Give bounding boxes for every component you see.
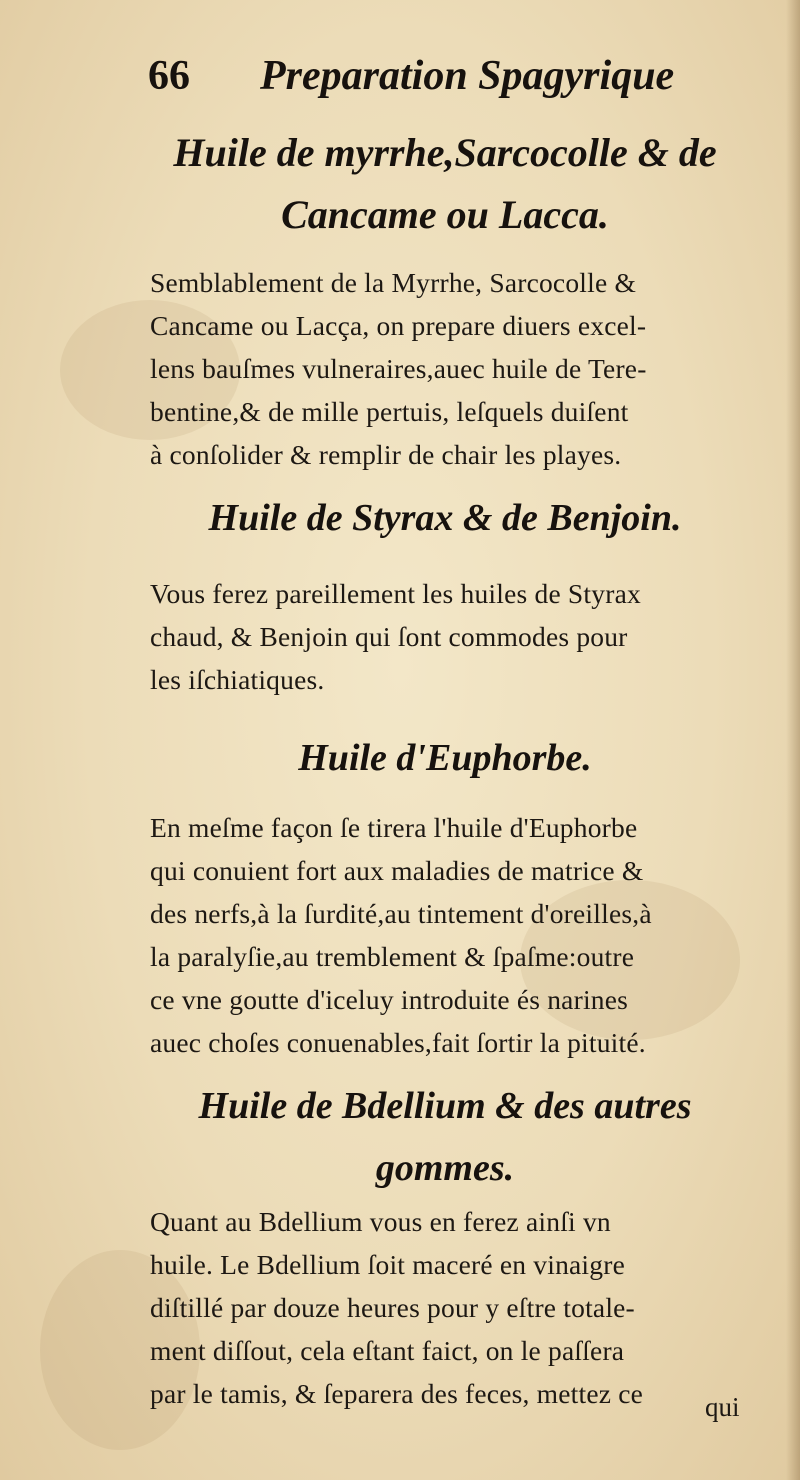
heading-line: Huile de Styrax & de Benjoin.	[208, 497, 682, 539]
section-heading-bdellium	[150, 1075, 740, 1199]
heading-line: gommes.	[375, 1147, 515, 1189]
text-line: Vous ferez pareillement les huiles de Styrax	[150, 578, 641, 609]
text-line: à conſolider & remplir de chair les playes.	[150, 439, 622, 470]
text-line: Semblablement de la Myrrhe, Sarcocolle &	[150, 267, 637, 298]
text-line: des nerfs,à la ſurdité,au tintement d'oreilles,à	[150, 898, 652, 929]
section-heading-myrrhe	[150, 122, 740, 246]
heading-line: Huile de Bdellium & des autres	[198, 1085, 692, 1127]
text-line: qui conuient fort aux maladies de matrice &	[150, 855, 644, 886]
text-line: les iſchiatiques.	[150, 664, 325, 695]
text-line: Quant au Bdellium vous en ferez ainſi vn	[150, 1206, 611, 1237]
page-number: 66	[148, 53, 190, 99]
text-line: En meſme façon ſe tirera l'huile d'Euphorbe	[150, 812, 638, 843]
text-line: auec choſes conuenables,fait ſortir la pituité.	[150, 1027, 646, 1058]
section-heading-euphorbe	[150, 730, 740, 786]
text-line: huile. Le Bdellium ſoit maceré en vinaigre	[150, 1249, 625, 1280]
heading-line: Huile de myrrhe,Sarcocolle & de	[173, 130, 717, 175]
text-line: par le tamis, & ſeparera des feces, mettez ce	[150, 1378, 644, 1409]
running-title: Preparation Spagyrique	[260, 53, 675, 99]
text-line: ment diſſout, cela eſtant faict, on le paſſera	[150, 1335, 625, 1366]
paragraph-styrax	[150, 572, 760, 701]
text-line: chaud, & Benjoin qui ſont commodes pour	[150, 621, 628, 652]
section-heading-styrax	[150, 490, 740, 546]
text-line: diſtillé par douze heures pour y eſtre totale-	[150, 1292, 635, 1323]
heading-line: Huile d'Euphorbe.	[298, 737, 592, 779]
text-line: Cancame ou Lacça, on prepare diuers excel-	[150, 310, 647, 341]
page-edge-shadow	[786, 0, 800, 1480]
text-line: la paralyſie,au tremblement & ſpaſme:outre	[150, 941, 635, 972]
heading-line: Cancame ou Lacca.	[281, 192, 609, 237]
text-line: bentine,& de mille pertuis, leſquels duiſent	[150, 396, 629, 427]
text-line: ce vne goutte d'iceluy introduite és narines	[150, 984, 629, 1015]
paragraph-euphorbe	[150, 806, 760, 1064]
page-header	[148, 46, 708, 106]
text-line: lens bauſmes vulneraires,auec huile de Tere-	[150, 353, 647, 384]
catchword: qui	[705, 1392, 740, 1422]
paragraph-myrrhe	[150, 261, 760, 476]
paragraph-bdellium	[150, 1200, 760, 1415]
